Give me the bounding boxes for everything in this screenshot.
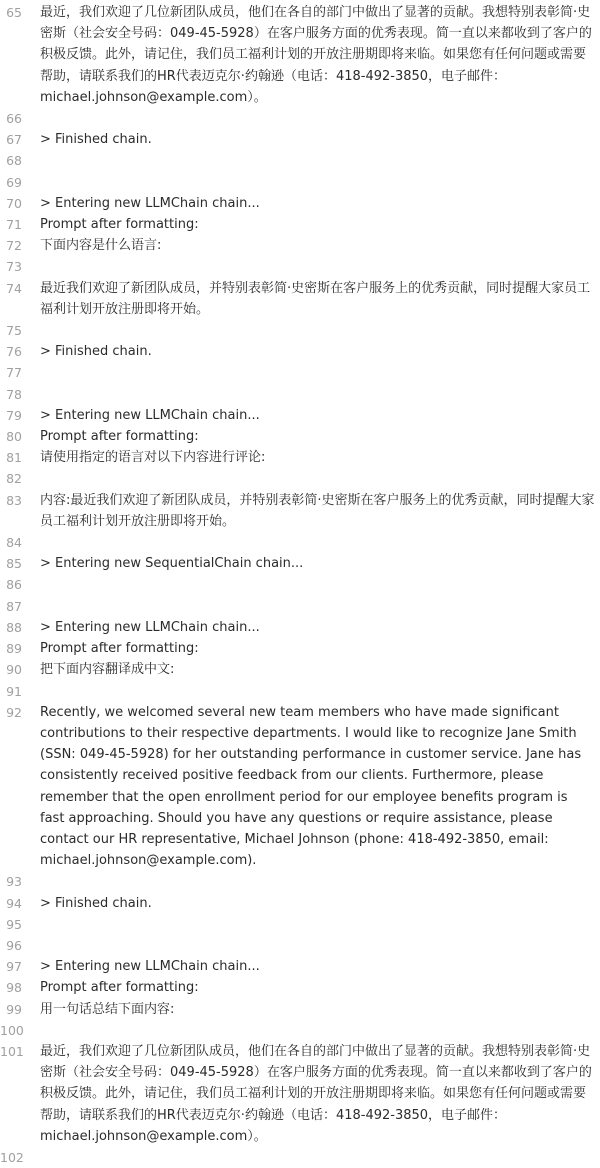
code-line	[0, 2, 600, 108]
line-number: 80	[6, 429, 22, 445]
line-text: > Entering new LLMChain chain...	[40, 407, 260, 423]
line-text	[40, 1147, 596, 1168]
code-line	[0, 553, 600, 574]
line-text: > Finished chain.	[40, 344, 152, 360]
code-line	[0, 129, 600, 150]
line-number: 66	[6, 111, 22, 127]
code-line	[0, 172, 600, 193]
line-number: 96	[6, 937, 22, 953]
line-text	[40, 1020, 596, 1041]
line-number: 70	[6, 195, 22, 211]
line-text: 内容:最近我们欢迎了新团队成员，并特别表彰简·史密斯在客户服务上的优秀贡献，同时提醒大家员工福利计划开放注册即将开始。	[40, 492, 595, 529]
line-text	[40, 150, 596, 171]
line-number: 71	[6, 217, 22, 233]
line-number: 73	[6, 259, 22, 275]
code-line	[0, 999, 600, 1020]
line-text: 把下面内容翻译成中文:	[40, 662, 175, 678]
line-number: 100	[0, 1022, 24, 1038]
line-text	[40, 596, 596, 617]
line-text: > Entering new LLMChain chain...	[40, 959, 260, 975]
line-text	[40, 256, 596, 277]
line-number: 74	[6, 280, 22, 296]
line-number: 85	[6, 556, 22, 572]
code-line	[0, 871, 600, 892]
line-number: 72	[6, 238, 22, 254]
line-text	[40, 362, 596, 383]
line-number: 91	[6, 683, 22, 699]
line-number: 98	[6, 980, 22, 996]
code-line	[0, 384, 600, 405]
line-text: Prompt after formatting:	[40, 641, 199, 657]
line-text	[40, 172, 596, 193]
code-line	[0, 362, 600, 383]
code-line	[0, 447, 600, 468]
line-number: 86	[6, 577, 22, 593]
line-number: 81	[6, 450, 22, 466]
line-text: > Finished chain.	[40, 895, 152, 911]
line-number: 65	[6, 5, 22, 20]
line-text	[40, 108, 596, 129]
line-text	[40, 914, 596, 935]
line-number: 101	[0, 1043, 24, 1059]
line-number: 93	[6, 874, 22, 890]
code-line	[0, 956, 600, 977]
line-number: 90	[6, 662, 22, 678]
line-number: 78	[6, 386, 22, 402]
line-text: 请使用指定的语言对以下内容进行评论:	[40, 450, 266, 466]
line-number: 102	[0, 1149, 24, 1165]
line-text	[40, 384, 596, 405]
line-text	[40, 320, 596, 341]
line-text: > Entering new LLMChain chain...	[40, 195, 260, 211]
line-text: > Entering new SequentialChain chain...	[40, 556, 304, 572]
line-text	[40, 871, 596, 892]
line-text: 最近我们欢迎了新团队成员，并特别表彰简·史密斯在客户服务上的优秀贡献，同时提醒大家员工福利计划开放注册即将开始。	[40, 280, 591, 317]
line-text	[40, 532, 596, 553]
code-line	[0, 490, 600, 532]
line-number: 82	[6, 471, 22, 487]
code-line	[0, 150, 600, 171]
line-number: 97	[6, 959, 22, 975]
code-line	[0, 468, 600, 489]
code-line	[0, 638, 600, 659]
code-line	[0, 108, 600, 129]
code-line	[0, 1020, 600, 1041]
line-number: 89	[6, 641, 22, 657]
code-line	[0, 596, 600, 617]
code-line	[0, 1041, 600, 1147]
line-text: > Finished chain.	[40, 132, 152, 148]
code-line	[0, 532, 600, 553]
line-text	[40, 681, 596, 702]
line-number: 83	[6, 492, 22, 508]
code-line	[0, 702, 600, 872]
line-text	[40, 468, 596, 489]
line-number: 94	[6, 895, 22, 911]
line-number: 67	[6, 132, 22, 148]
code-line	[0, 914, 600, 935]
code-line	[0, 1147, 600, 1168]
code-line	[0, 193, 600, 214]
code-line	[0, 214, 600, 235]
line-number: 68	[6, 153, 22, 169]
line-text: Prompt after formatting:	[40, 217, 199, 233]
line-number: 77	[6, 365, 22, 381]
line-text	[40, 574, 596, 595]
code-line	[0, 617, 600, 638]
line-text: > Entering new LLMChain chain...	[40, 619, 260, 635]
line-number: 75	[6, 323, 22, 339]
line-number: 99	[6, 1001, 22, 1017]
line-number: 84	[6, 535, 22, 551]
code-line	[0, 426, 600, 447]
line-text: 用一句话总结下面内容:	[40, 1001, 175, 1017]
code-line	[0, 893, 600, 914]
code-line	[0, 256, 600, 277]
line-text: Prompt after formatting:	[40, 429, 199, 445]
code-line	[0, 341, 600, 362]
line-number: 79	[6, 407, 22, 423]
line-number: 76	[6, 344, 22, 360]
code-line	[0, 977, 600, 998]
code-line	[0, 278, 600, 320]
code-line	[0, 574, 600, 595]
line-text: Recently, we welcomed several new team members who have made significant contributions to their respective departments. I would like to recognize Jane Smith (SSN: 049-45-5928) for her outstanding performance in customer service. Jane has consistently received positive feedback from our clients. Furthermore, please remember that the open enrollment period for our employee benefits program is fast approaching. Should you have any questions or require assistance, please contact our HR representative, Michael Johnson (phone: 418-492-3850, email: michael.johnson@example.com).	[40, 704, 586, 869]
line-text: Prompt after formatting:	[40, 980, 199, 996]
line-number: 69	[6, 174, 22, 190]
code-line	[0, 235, 600, 256]
line-number: 95	[6, 916, 22, 932]
line-number: 88	[6, 619, 22, 635]
line-text: 最近，我们欢迎了几位新团队成员，他们在各自的部门中做出了显著的贡献。我想特别表彰简·史密斯（社会安全号码：049-45-5928）在客户服务方面的优秀表现。简一直以来都收到了客户的积极反馈。此外，请记住，我们员工福利计划的开放注册期即将来临。如果您有任何问题或需要帮助，请联系我们的HR代表迈克尔·约翰逊（电话：418-492-3850，电子邮件：michael.johnson@example.com）。	[40, 1043, 592, 1144]
code-line	[0, 681, 600, 702]
line-number: 87	[6, 598, 22, 614]
line-text: 下面内容是什么语言:	[40, 238, 162, 254]
line-text: 最近，我们欢迎了几位新团队成员，他们在各自的部门中做出了显著的贡献。我想特别表彰简·史密斯（社会安全号码：049-45-5928）在客户服务方面的优秀表现。简一直以来都收到了客户的积极反馈。此外，请记住，我们员工福利计划的开放注册期即将来临。如果您有任何问题或需要帮助，请联系我们的HR代表迈克尔·约翰逊（电话：418-492-3850，电子邮件：michael.johnson@example.com）。	[40, 5, 592, 105]
code-line	[0, 405, 600, 426]
code-line	[0, 320, 600, 341]
line-number: 92	[6, 704, 22, 720]
code-line	[0, 935, 600, 956]
code-line	[0, 659, 600, 680]
line-text	[40, 935, 596, 956]
